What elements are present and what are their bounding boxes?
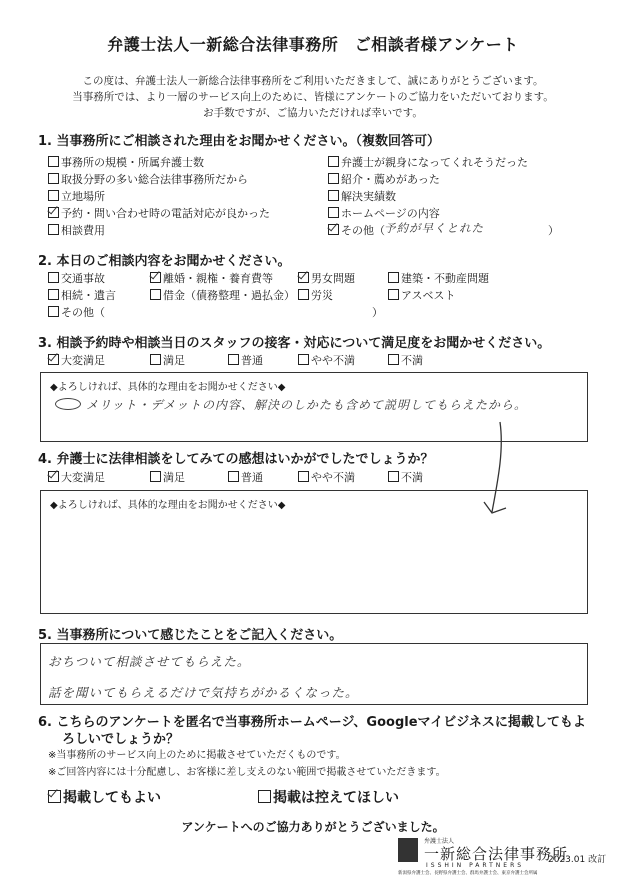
checkbox[interactable] (298, 289, 309, 300)
q3-rating[interactable]: 満足 (150, 352, 185, 368)
q3-rating[interactable]: 普通 (228, 352, 263, 368)
q1-option[interactable]: 弁護士が親身になってくれそうだった (328, 154, 528, 170)
q1-option-other[interactable]: その他（ (328, 222, 385, 238)
checkbox[interactable] (298, 354, 309, 365)
intro-line-2: 当事務所では、より一層のサービス向上のために、皆様にアンケートのご協力をいただいております。 (72, 91, 554, 103)
checkbox[interactable] (388, 272, 399, 283)
checkbox[interactable] (48, 156, 59, 167)
q2-option[interactable]: 建築・不動産問題 (388, 270, 489, 286)
checkbox[interactable] (388, 471, 399, 482)
checkbox[interactable] (328, 207, 339, 218)
q2-close-paren: ） (372, 306, 383, 319)
q1-option[interactable]: 予約・問い合わせ時の電話対応が良かった (48, 205, 270, 221)
intro-line-1: この度は、弁護士法人一新総合法律事務所をご利用いただきまして、誠にありがとうございます。 (82, 75, 544, 87)
checkbox[interactable] (150, 289, 161, 300)
logo-subtitle: ISSHIN PARTNERS (426, 862, 525, 869)
thank-you-message: アンケートへのご協力ありがとうございました。 (181, 820, 445, 834)
q5-handwritten-line-2: 話を聞いてもらえるだけで気持ちがかるくなった。 (48, 685, 359, 700)
q5-handwritten-line-1: おちついて相談させてもらえた。 (48, 654, 251, 669)
q3-heading: 3. 相談予約時や相談当日のスタッフの接客・対応について満足度をお聞かせください。 (38, 336, 551, 351)
q4-rating[interactable]: 不満 (388, 469, 423, 485)
q5-heading: 5. 当事務所について感じたことをご記入ください。 (38, 628, 343, 643)
checkbox[interactable] (48, 173, 59, 184)
q1-option[interactable]: 取扱分野の多い総合法律事務所だから (48, 171, 248, 187)
q3-reason-handwritten: メリット・デメットの内容、解決のしかたも含めて説明してもらえたから。 (86, 398, 528, 412)
checkbox[interactable] (328, 190, 339, 201)
logo-fine-print: 新潟県弁護士会、長野県弁護士会、群馬弁護士会、東京弁護士会所属 (398, 871, 538, 876)
q1-option[interactable]: ホームページの内容 (328, 205, 440, 221)
q6-option-no[interactable]: 掲載は控えてほしい (258, 787, 399, 807)
logo-small-text: 弁護士法人 (424, 838, 455, 845)
q6-option-yes[interactable]: 掲載してもよい (48, 787, 161, 807)
checkbox[interactable] (48, 289, 59, 300)
checkbox-checked[interactable] (48, 354, 59, 365)
checkbox-checked[interactable] (298, 272, 309, 283)
checkbox-checked[interactable] (328, 224, 339, 235)
revision-date: 2023.01 改訂 (548, 855, 607, 865)
scribble-mark (55, 398, 81, 410)
checkbox[interactable] (258, 790, 271, 803)
checkbox-checked[interactable] (48, 471, 59, 482)
q6-heading-line-1: 6. こちらのアンケートを匿名で当事務所ホームページ、Googleマイビジネスに掲載してもよ (38, 715, 586, 730)
checkbox[interactable] (228, 471, 239, 482)
q2-option[interactable]: アスベスト (388, 287, 456, 303)
q2-option[interactable]: 離婚・親権・養育費等 (150, 270, 273, 286)
checkbox[interactable] (48, 224, 59, 235)
checkbox[interactable] (298, 471, 309, 482)
checkbox[interactable] (388, 354, 399, 365)
checkbox[interactable] (48, 272, 59, 283)
q4-reason-label: ◆よろしければ、具体的な理由をお聞かせください◆ (50, 500, 286, 511)
checkbox-checked[interactable] (48, 207, 59, 218)
checkbox-checked[interactable] (48, 790, 61, 803)
checkbox[interactable] (150, 354, 161, 365)
q1-option[interactable]: 解決実績数 (328, 188, 396, 204)
page-title: 弁護士法人一新総合法律事務所 ご相談者様アンケート (107, 35, 519, 54)
q1-option[interactable]: 事務所の規模・所属弁護士数 (48, 154, 204, 170)
q3-rating[interactable]: やや不満 (298, 352, 355, 368)
q1-other-handwritten: 予約が早くとれた (384, 221, 484, 235)
q4-rating[interactable]: 普通 (228, 469, 263, 485)
q1-close-paren: ） (548, 224, 559, 237)
checkbox[interactable] (328, 173, 339, 184)
checkbox[interactable] (388, 289, 399, 300)
q2-option[interactable]: 労災 (298, 287, 333, 303)
q1-option[interactable]: 立地場所 (48, 188, 105, 204)
q2-option[interactable]: 相続・遺言 (48, 287, 116, 303)
checkbox[interactable] (48, 306, 59, 317)
q4-heading: 4. 弁護士に法律相談をしてみての感想はいかがでしたでしょうか？ (38, 452, 434, 467)
q2-option[interactable]: 交通事故 (48, 270, 105, 286)
firm-logo-icon (398, 838, 418, 862)
logo-firm-name: 一新総合法律事務所 (424, 845, 569, 863)
q1-option[interactable]: 紹介・薦めがあった (328, 171, 440, 187)
handwritten-arrow-icon (470, 420, 530, 520)
intro-line-3: お手数ですが、ご協力いただければ幸いです。 (203, 107, 423, 119)
q6-note-1: ※当事務所のサービス向上のために掲載させていただくものです。 (48, 750, 346, 761)
q4-rating[interactable]: 満足 (150, 469, 185, 485)
q4-rating[interactable]: 大変満足 (48, 469, 105, 485)
q2-heading: 2. 本日のご相談内容をお聞かせください。 (38, 254, 291, 269)
q3-reason-label: ◆よろしければ、具体的な理由をお聞かせください◆ (50, 382, 286, 393)
q1-heading: 1. 当事務所にご相談された理由をお聞かせください。（複数回答可） (38, 134, 441, 149)
q2-option[interactable]: 男女問題 (298, 270, 355, 286)
q2-option[interactable]: 借金（債務整理・過払金） (150, 287, 295, 303)
q3-rating[interactable]: 不満 (388, 352, 423, 368)
q1-option[interactable]: 相談費用 (48, 222, 105, 238)
q6-note-2: ※ご回答内容には十分配慮し、お客様に差し支えのない範囲で掲載させていただきます。 (48, 767, 446, 778)
checkbox[interactable] (228, 354, 239, 365)
checkbox[interactable] (328, 156, 339, 167)
q3-rating[interactable]: 大変満足 (48, 352, 105, 368)
q2-option-other[interactable]: その他（ (48, 304, 105, 320)
q4-rating[interactable]: やや不満 (298, 469, 355, 485)
checkbox[interactable] (48, 190, 59, 201)
checkbox[interactable] (150, 471, 161, 482)
checkbox-checked[interactable] (150, 272, 161, 283)
q6-heading-line-2: ろしいでしょうか？ (62, 732, 180, 747)
